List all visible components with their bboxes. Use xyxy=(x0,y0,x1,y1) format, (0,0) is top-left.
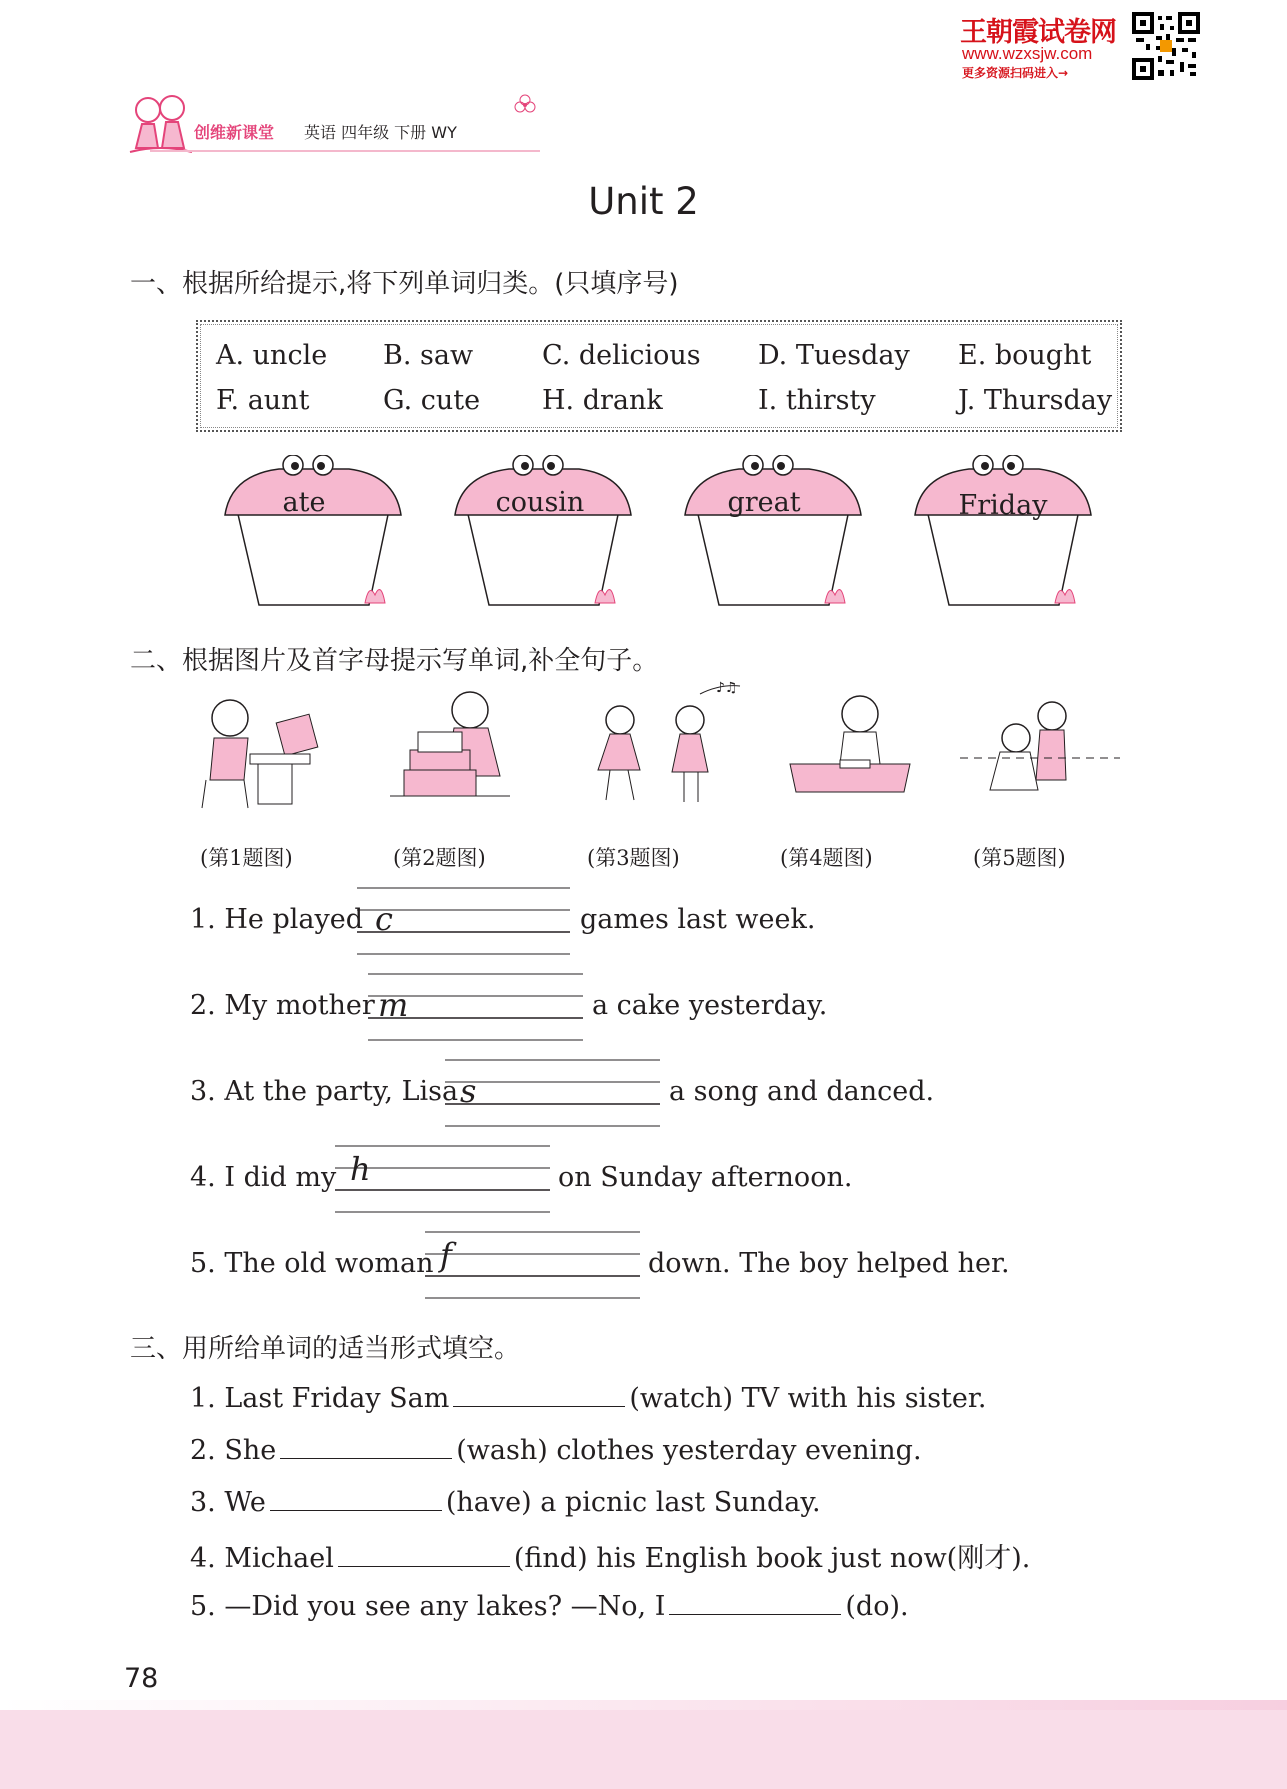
sentence-2-start: 2. My mother xyxy=(190,990,375,1021)
sentence-4-end: on Sunday afternoon. xyxy=(558,1162,853,1193)
fill-item-3 xyxy=(190,1484,821,1518)
sentence-3-end: a song and danced. xyxy=(669,1076,935,1107)
answer-blank-5[interactable] xyxy=(669,1588,841,1615)
fill-item-5-start: 5. —Did you see any lakes? —No, I xyxy=(190,1591,666,1622)
fill-item-4 xyxy=(190,1536,1030,1575)
fill-item-4-end: (find) his English book just now(刚才). xyxy=(513,1543,1031,1574)
picture-1-boy-computer xyxy=(202,700,318,808)
watermark-url[interactable]: www.wzxsjw.com xyxy=(962,44,1093,63)
svg-text:♪♫: ♪♫ xyxy=(716,680,738,696)
flower-icon xyxy=(512,92,538,118)
word-option: H. drank xyxy=(542,385,663,416)
page-number: 78 xyxy=(124,1663,159,1694)
fill-item-4-start: 4. Michael xyxy=(190,1543,334,1574)
footer-band xyxy=(0,1710,1287,1789)
fill-item-3-start: 3. We xyxy=(190,1487,266,1518)
fill-item-2-start: 2. She xyxy=(190,1435,277,1466)
section1-heading: 一、根据所给提示,将下列单词归类。(只填序号) xyxy=(130,269,679,299)
watermark-more: 更多资源扫码进入→ xyxy=(962,66,1069,80)
sentence-1-letter: c xyxy=(375,900,393,938)
qr-code-icon[interactable] xyxy=(1132,12,1200,80)
sentence-4-letter: h xyxy=(350,1150,371,1188)
word-option: F. aunt xyxy=(216,385,310,416)
basket-label: ate xyxy=(282,487,326,518)
basket-1-icon xyxy=(225,455,401,605)
word-option: I. thirsty xyxy=(758,385,876,416)
mascot-children-icon xyxy=(126,88,196,158)
word-option: E. bought xyxy=(958,340,1092,371)
word-option: C. delicious xyxy=(542,340,701,371)
sentence-5-end: down. The boy helped her. xyxy=(648,1248,1010,1279)
basket-2-icon xyxy=(455,455,631,605)
sentence-5-start: 5. The old woman xyxy=(190,1248,434,1279)
basket-4-icon xyxy=(915,455,1091,605)
sentence-3-start: 3. At the party, Lisa xyxy=(190,1076,459,1107)
fill-item-2-end: (wash) clothes yesterday evening. xyxy=(456,1435,922,1466)
word-option: J. Thursday xyxy=(958,385,1113,416)
word-option: A. uncle xyxy=(216,340,328,371)
sentence-2-end: a cake yesterday. xyxy=(592,990,828,1021)
picture-3-sing-dance xyxy=(598,680,740,802)
sentence-3-letter: s xyxy=(460,1072,477,1110)
sentence-2-letter: m xyxy=(378,986,409,1024)
basket-3-icon xyxy=(685,455,861,605)
section2-heading: 二、根据图片及首字母提示写单词,补全句子。 xyxy=(130,646,659,676)
header-divider xyxy=(150,150,540,152)
word-option: G. cute xyxy=(383,385,481,416)
answer-blank-2[interactable] xyxy=(280,1432,452,1459)
picture-caption: (第2题图) xyxy=(393,846,486,870)
word-option: D. Tuesday xyxy=(758,340,910,371)
series-name: 创维新课堂 xyxy=(194,123,275,142)
picture-2-girl-cake xyxy=(390,692,510,796)
fill-item-2 xyxy=(190,1432,922,1466)
basket-label: great xyxy=(727,487,801,518)
fill-item-3-end: (have) a picnic last Sunday. xyxy=(445,1487,821,1518)
page-title: Unit 2 xyxy=(588,180,699,223)
fill-item-1-start: 1. Last Friday Sam xyxy=(190,1383,450,1414)
picture-5-help-woman xyxy=(960,702,1120,790)
answer-blank-3[interactable] xyxy=(270,1484,442,1511)
picture-caption: (第4题图) xyxy=(780,846,873,870)
sentence-1-start: 1. He played xyxy=(190,904,363,935)
sentence-1-end: games last week. xyxy=(580,904,816,935)
fill-item-5-end: (do). xyxy=(845,1591,909,1622)
picture-caption: (第1题图) xyxy=(200,846,293,870)
word-option: B. saw xyxy=(383,340,474,371)
sentence-5-letter: f xyxy=(440,1236,452,1274)
picture-caption: (第5题图) xyxy=(973,846,1066,870)
watermark-brand: 王朝霞试卷网 xyxy=(960,17,1116,48)
picture-caption: (第3题图) xyxy=(587,846,680,870)
book-meta: 英语 四年级 下册 WY xyxy=(304,123,457,142)
fill-item-1-end: (watch) TV with his sister. xyxy=(629,1383,987,1414)
baskets-illustration xyxy=(215,455,1095,615)
answer-blank-1[interactable] xyxy=(453,1380,625,1407)
picture-4-homework xyxy=(790,696,910,792)
sentence-4-start: 4. I did my xyxy=(190,1162,337,1193)
fill-item-5 xyxy=(190,1588,909,1622)
section3-heading: 三、用所给单词的适当形式填空。 xyxy=(130,1334,521,1364)
pictures-illustration xyxy=(200,680,1120,830)
basket-label: Friday xyxy=(958,490,1048,521)
answer-blank-4[interactable] xyxy=(338,1540,510,1567)
basket-label: cousin xyxy=(495,487,585,518)
fill-item-1 xyxy=(190,1380,986,1414)
